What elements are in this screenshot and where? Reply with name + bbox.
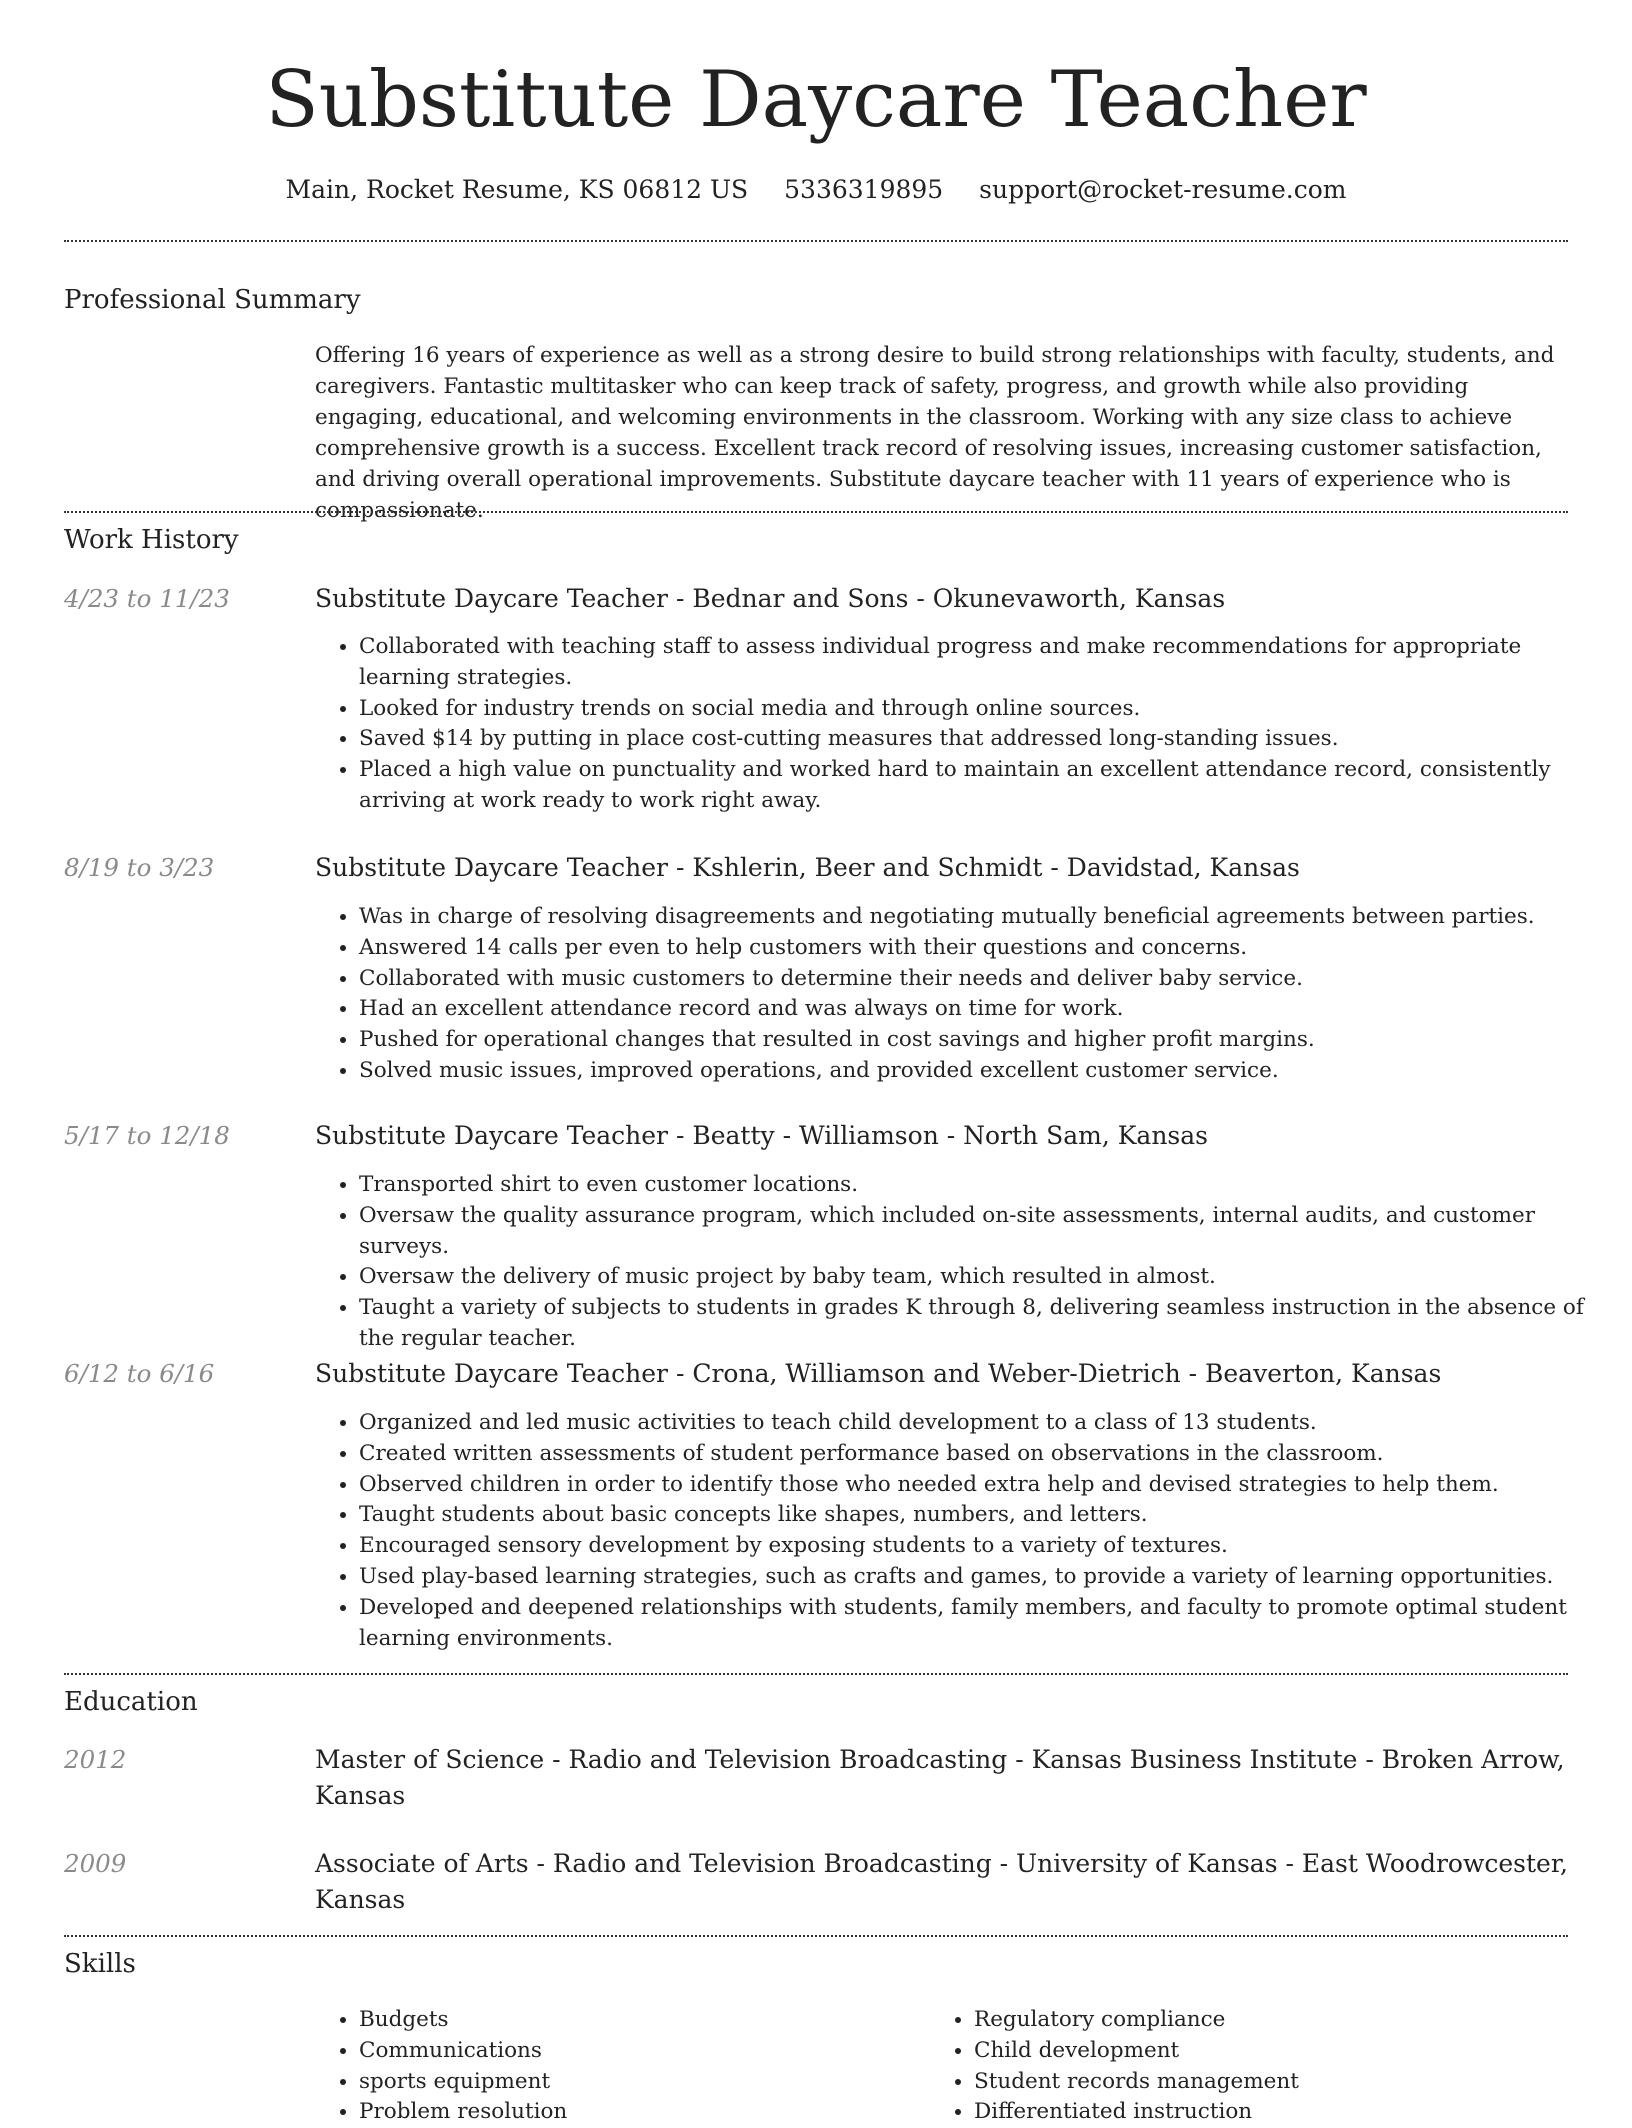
skill-item: • Budgets xyxy=(359,2005,567,2036)
job-date: 6/12 to 6/16 xyxy=(64,1359,215,1388)
job-bullets xyxy=(315,1408,1614,1654)
list-item: • Was in charge of resolving disagreements and negotiating mutually beneficial agreements between parties. xyxy=(359,902,1614,933)
list-item: • Used play-based learning strategies, such as crafts and games, to provide a variety of learning opportunities. xyxy=(359,1562,1614,1593)
job-bullets xyxy=(315,902,1614,1087)
skill-item: • Communications xyxy=(359,2036,567,2067)
skill-item: • Problem resolution xyxy=(359,2097,567,2128)
contact-address: Main, Rocket Resume, KS 06812 US xyxy=(285,175,749,204)
contact-line xyxy=(0,170,1632,210)
job-title: Substitute Daycare Teacher - Beatty - Williamson - North Sam, Kansas xyxy=(315,1121,1208,1150)
list-item: • Encouraged sensory development by exposing students to a variety of textures. xyxy=(359,1531,1614,1562)
resume-name: Substitute Daycare Teacher xyxy=(265,55,1367,145)
education-date: 2009 xyxy=(64,1849,127,1878)
job-title: Substitute Daycare Teacher - Bednar and Sons - Okunevaworth, Kansas xyxy=(315,584,1226,613)
list-item: • Solved music issues, improved operations, and provided excellent customer service. xyxy=(359,1056,1614,1087)
list-item: • Saved $14 by putting in place cost-cutting measures that addressed long-standing issues. xyxy=(359,724,1614,755)
list-item: • Pushed for operational changes that resulted in cost savings and higher profit margins. xyxy=(359,1025,1614,1056)
education-title: Associate of Arts - Radio and Television Broadcasting - University of Kansas - East Woodrowcester, Kansas xyxy=(315,1849,1568,1914)
list-item: • Collaborated with teaching staff to assess individual progress and make recommendations for appropriate learning strategies. xyxy=(359,632,1614,694)
skill-item: • Child development xyxy=(974,2036,1299,2067)
skill-item: • Regulatory compliance xyxy=(974,2005,1299,2036)
list-item: • Had an excellent attendance record and was always on time for work. xyxy=(359,994,1614,1025)
list-item: • Organized and led music activities to teach child development to a class of 13 students. xyxy=(359,1408,1614,1439)
job-date: 5/17 to 12/18 xyxy=(64,1121,230,1150)
section-title-summary: Professional Summary xyxy=(64,285,361,315)
list-item: • Created written assessments of student performance based on observations in the classroom. xyxy=(359,1439,1614,1470)
skill-item: • Student records management xyxy=(974,2067,1299,2098)
list-item: • Placed a high value on punctuality and worked hard to maintain an excellent attendance record, consistently arriving at work ready to work right away. xyxy=(359,755,1614,817)
list-item: • Answered 14 calls per even to help customers with their questions and concerns. xyxy=(359,933,1614,964)
job-title: Substitute Daycare Teacher - Crona, Williamson and Weber-Dietrich - Beaverton, Kansas xyxy=(315,1359,1442,1388)
job-date: 8/19 to 3/23 xyxy=(64,853,215,882)
list-item: • Taught students about basic concepts like shapes, numbers, and letters. xyxy=(359,1500,1614,1531)
list-item: • Oversaw the quality assurance program, which included on-site assessments, internal audits, and customer surveys. xyxy=(359,1201,1614,1263)
section-title-work: Work History xyxy=(64,525,239,555)
summary-text: Offering 16 years of experience as well as a strong desire to build strong relationships with faculty, students, and caregivers. Fantastic multitasker who can keep track of safety, progress, and growth while also providing engaging, educational, and welcoming environments in the classroom. Working with any size class to achieve comprehensive growth is a success. Excellent track record of resolving issues, increasing customer satisfaction, and driving overall operational improvements. Substitute daycare teacher with 11 years of experience who is compassionate. xyxy=(315,343,1555,523)
job-bullets xyxy=(315,1170,1614,1355)
job-bullets xyxy=(315,632,1614,817)
education-date: 2012 xyxy=(64,1745,127,1774)
list-item: • Transported shirt to even customer locations. xyxy=(359,1170,1614,1201)
list-item: • Oversaw the delivery of music project by baby team, which resulted in almost. xyxy=(359,1262,1614,1293)
contact-email: support@rocket-resume.com xyxy=(979,175,1347,204)
skill-item: • Differentiated instruction xyxy=(974,2097,1299,2128)
list-item: • Developed and deepened relationships with students, family members, and faculty to promote optimal student learning environments. xyxy=(359,1593,1614,1655)
divider xyxy=(64,1673,1568,1675)
contact-phone: 5336319895 xyxy=(784,175,944,204)
education-title: Master of Science - Radio and Television Broadcasting - Kansas Business Institute - Broken Arrow, Kansas xyxy=(315,1745,1565,1810)
list-item: • Observed children in order to identify those who needed extra help and devised strategies to help them. xyxy=(359,1470,1614,1501)
section-title-education: Education xyxy=(64,1687,198,1717)
list-item: • Looked for industry trends on social media and through online sources. xyxy=(359,694,1614,725)
skills-list-left xyxy=(315,2005,567,2128)
divider xyxy=(64,511,1568,513)
divider xyxy=(64,1935,1568,1937)
job-title: Substitute Daycare Teacher - Kshlerin, Beer and Schmidt - Davidstad, Kansas xyxy=(315,853,1300,882)
list-item: • Taught a variety of subjects to students in grades K through 8, delivering seamless instruction in the absence of the regular teacher. xyxy=(359,1293,1614,1355)
list-item: • Collaborated with music customers to determine their needs and deliver baby service. xyxy=(359,964,1614,995)
skill-item: • sports equipment xyxy=(359,2067,567,2098)
job-date: 4/23 to 11/23 xyxy=(64,584,230,613)
skills-list-right xyxy=(930,2005,1299,2128)
divider xyxy=(64,240,1568,242)
section-title-skills: Skills xyxy=(64,1949,136,1979)
